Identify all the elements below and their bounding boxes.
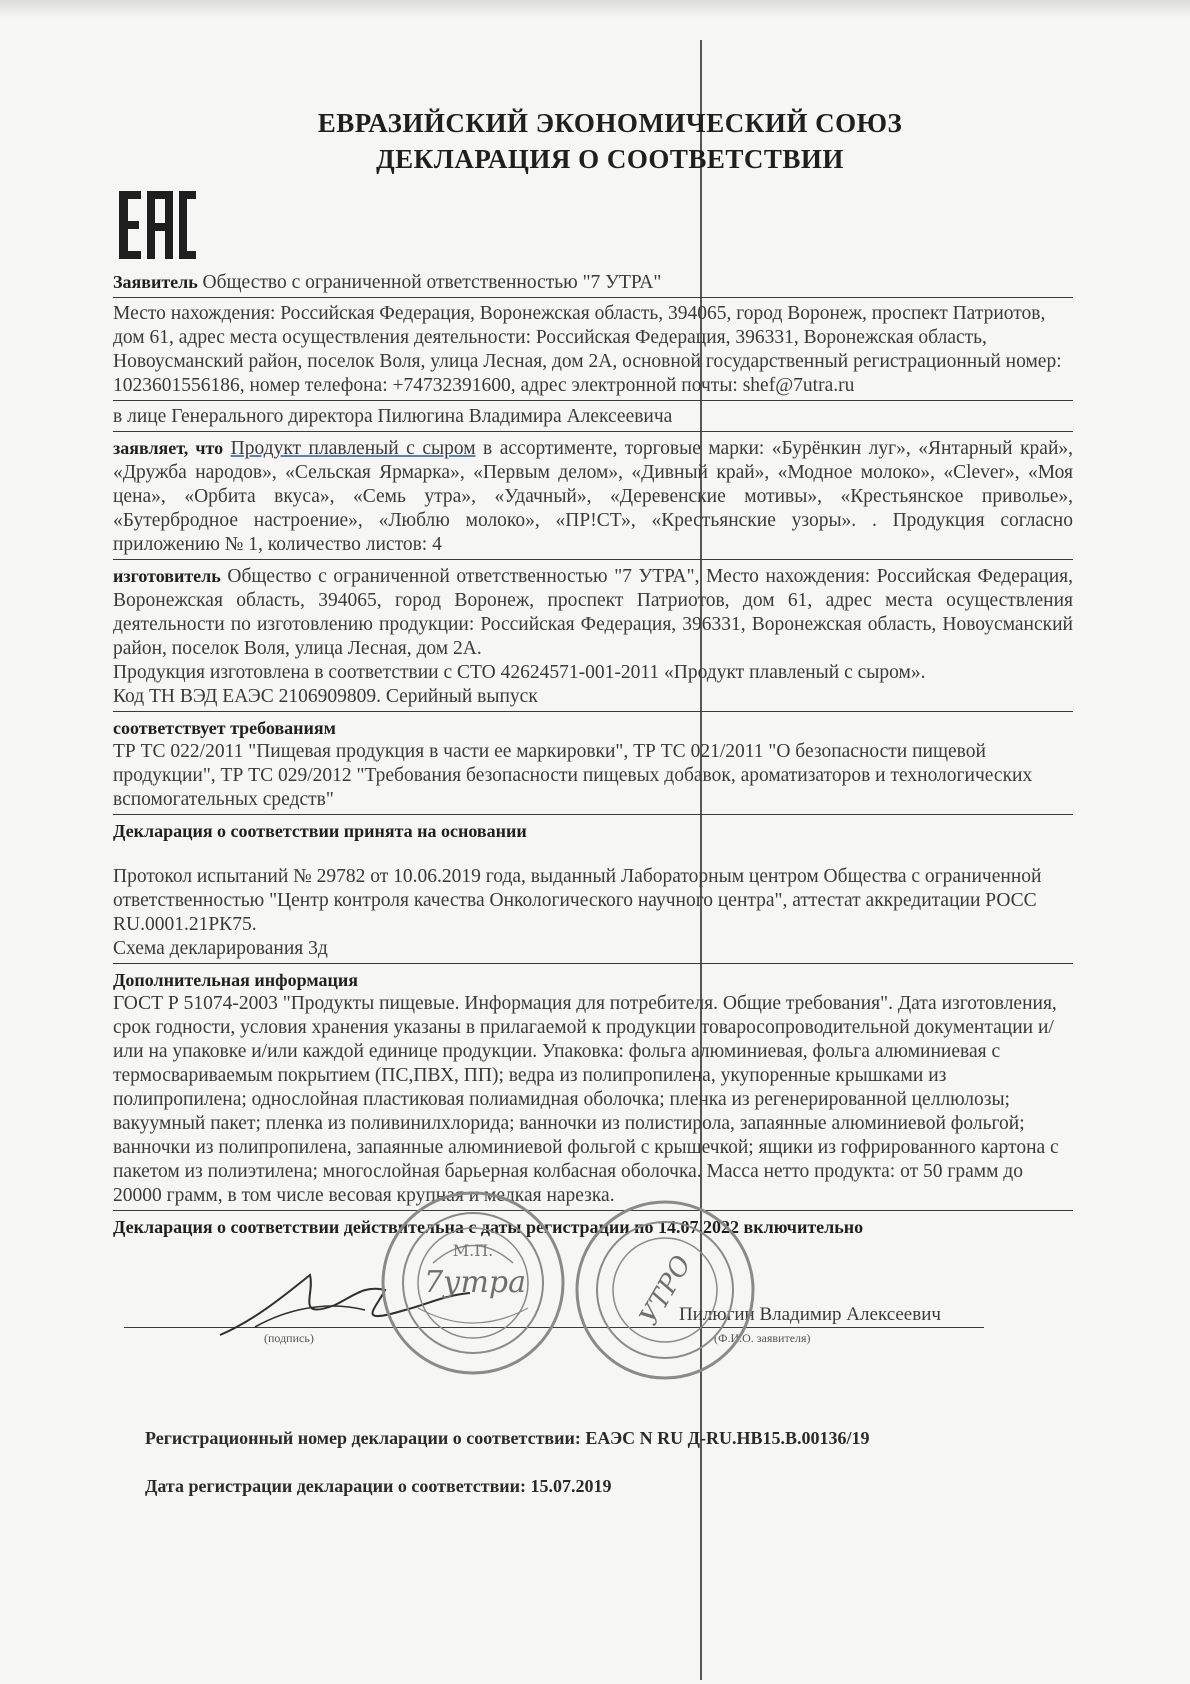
applicant-block (113, 270, 1073, 298)
union-title: ЕВРАЗИЙСКИЙ ЭКОНОМИЧЕСКИЙ СОЮЗ (317, 108, 903, 138)
basis-title: Декларация о соответствии принята на основании (113, 821, 527, 842)
signer-name: Пилюгин Владимир Алексеевич (679, 1304, 941, 1325)
manufacturer-code: Код ТН ВЭД ЕАЭС 2106909809. Серийный выпуск (113, 686, 538, 708)
registration-number: Регистрационный номер декларации о соответствии: ЕАЭС N RU Д-RU.НВ15.В.00136/19 (145, 1428, 870, 1448)
declares-rest: в ассортименте, торговые марки: «Бурёнкин луг», «Янтарный край», «Дружба народов», «Сельская Ярмарка», «Первым делом», «Дивный край», «Модное молоко», «Clever», «Моя цена», «Орбита вкуса», «Семь утра», «Удачный», «Деревенские мотивы», «Крестьянское приволье», «Бутербродное настроение», «Люблю молоко», «ПР!СТ», «Крестьянские узоры». . Продукция согласно приложению № 1, количество листов: 4 (113, 438, 1074, 556)
stamp-mp: М.П. (452, 1241, 494, 1260)
declares-block (113, 436, 1073, 560)
declares-label: заявляет, что (113, 438, 224, 459)
name-caption: (Ф.И.О. заявителя) (714, 1331, 811, 1345)
stamp-right-brand: УТРО (634, 1250, 698, 1331)
declaration-body (113, 270, 1073, 1239)
basis-text: Протокол испытаний № 29782 от 10.06.2019 года, выданный Лабораторным центром Общества с ограниченной ответственностью "Центр контроля качества Онкологического научного центра", аттестат аккредитации РОСС RU.0001.21РК75. (113, 866, 1042, 936)
product-name: Продукт плавленый с сыром (230, 438, 476, 460)
company-stamp-right (570, 1195, 760, 1385)
applicant-label: Заявитель (113, 272, 198, 292)
additional-block (113, 968, 1073, 1211)
basis-block (113, 819, 1073, 964)
document-header (0, 105, 1190, 177)
applicant-value: Общество с ограниченной ответственностью "7 УТРА" (202, 272, 662, 293)
representative-block: в лице Генерального директора Пилюгина Владимира Алексеевича (113, 405, 1073, 432)
registration-date: Дата регистрации декларации о соответствии: 15.07.2019 (145, 1476, 612, 1496)
manufacturer-text: Общество с ограниченной ответственностью "7 УТРА", Место нахождения: Российская Федерация, Воронежская область, 394065, город Воронеж, проспект Патриотов, дом 61, адрес места осуществления деятельности по изготовлению продукции: Российская Федерация, 396331, Воронежская область, Новоусманский район, поселок Воля, улица Лесная, дом 2А. (113, 566, 1074, 660)
manufacturer-standard: Продукция изготовлена в соответствии с СТО 42624571-001-2011 «Продукт плавленый с сыром». (113, 662, 926, 684)
eac-logo (117, 185, 197, 265)
additional-title: Дополнительная информация (113, 970, 358, 991)
scan-edge (0, 0, 1190, 18)
requirements-block (113, 716, 1073, 815)
requirements-title: соответствует требованиям (113, 718, 336, 739)
stamp-brand: 7утра (423, 1265, 527, 1300)
additional-text: ГОСТ Р 51074-2003 "Продукты пищевые. Информация для потребителя. Общие требования". Дата изготовления, срок годности, условия хранения указаны в прилагаемой к продукции товаросопроводительной документации и/или на упаковке и/или каждой единице продукции. Упаковка: фольга алюминиевая, фольга алюминиевая с термосвариваемым покрытием (ПС,ПВХ, ПП); ведра из полипропилена, укупоренные крышками из полипропилена; однослойная пластиковая полиамидная оболочка; пленка из регенерированной целлюлозы; вакуумный пакет; пленка из поливинилхлорида; ванночки из полистирола, запаянные алюминиевой фольгой; ванночки из полипропилена, запаянные алюминиевой фольгой с крышечкой; ящики из гофрированного картона с пакетом из полиэтилена; многослойная барьерная колбасная оболочка. Масса нетто продукта: от 50 грамм до 20000 грамм, в том числе весовая крупная и мелкая нарезка. (113, 993, 1059, 1207)
requirements-text: ТР ТС 022/2011 "Пищевая продукция в части ее маркировки", ТР ТС 021/2011 "О безопасности пищевой продукции", ТР ТС 029/2012 "Требования безопасности пищевых добавок, ароматизаторов и технологических вспомогательных средств" (113, 741, 1033, 811)
manufacturer-block (113, 564, 1073, 712)
declaration-title: ДЕКЛАРАЦИЯ О СООТВЕТСТВИИ (376, 144, 844, 174)
basis-scheme: Схема декларирования 3д (113, 938, 328, 960)
validity-text: Декларация о соответствии действительна с даты регистрации по 14.07.2022 включительно (113, 1217, 864, 1238)
signature-caption: (подпись) (264, 1331, 314, 1345)
company-stamp-left (378, 1188, 568, 1378)
manufacturer-label: изготовитель (113, 566, 221, 587)
location-block: Место нахождения: Российская Федерация, Воронежская область, 394065, город Воронеж, проспект Патриотов, дом 61, адрес места осуществления деятельности: Российская Федерация, 396331, Воронежская область, Новоусманский район, поселок Воля, улица Лесная, дом 2А, основной государственный регистрационный номер: 1023601556186, номер телефона: +74732391600, адрес электронной почты: shef@7utra.ru (113, 302, 1073, 401)
